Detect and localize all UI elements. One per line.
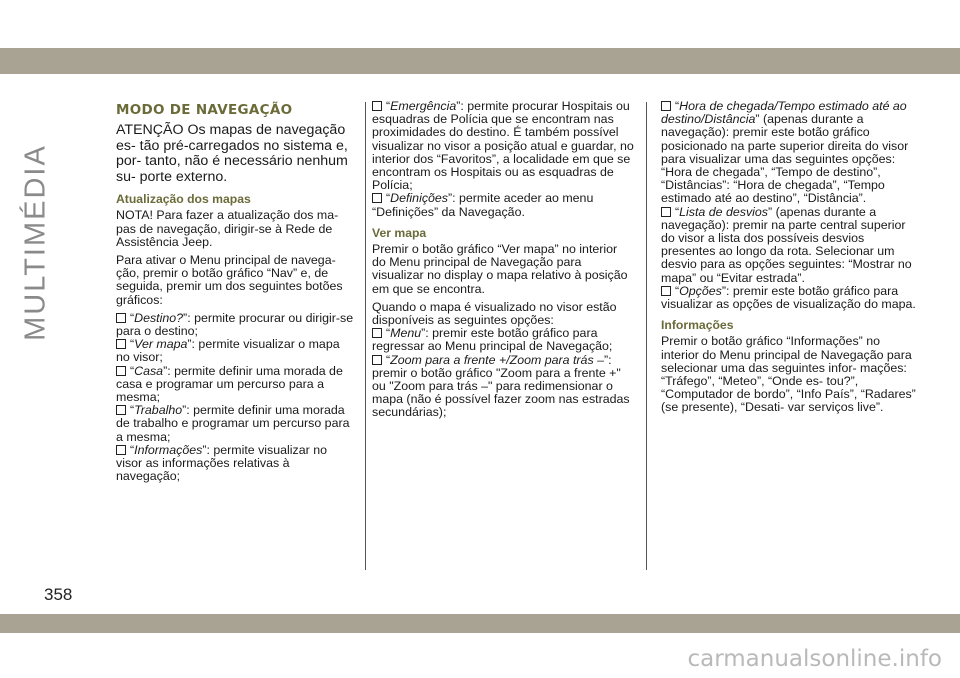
option-name: Ver mapa <box>134 337 188 352</box>
attention-text: ATENÇÃO Os mapas de navegação es- tão pré-carregados no sistema e, por- tanto, não é necessário nenhum su- porte externo. <box>116 122 348 185</box>
option-description: : premir este botão gráfico para regressar ao Menu principal de Navegação; <box>372 326 613 354</box>
option-item: “Emergência”: permite procurar Hospitais ou esquadras de Polícia que se encontram nas proximidades do destino. É também possível visualizar no visor a posição atual e guardar, no interior dos “Favoritos”, a localidade em que se encontram os Hospitais ou as esquadras de Polícia; <box>372 99 634 193</box>
column-divider <box>365 102 366 570</box>
map-options-intro: Quando o mapa é visualizado no visor estão disponíveis as seguintes opções: <box>372 299 617 328</box>
option-name: Menu <box>390 326 422 341</box>
option-description: (apenas durante a navegação): premir este botão gráfico posicionado na parte superior direita do visor para visualizar uma das seguintes opções: “Hora de chegada”, “Tempo de destino”, “Distâncias”: “Hora de chegada”, “Tempo estimado até ao destino”, “Distância”. <box>661 112 909 206</box>
option-item: “Opções”: premir este botão gráfico para visualizar as opções de visualização do mapa. <box>661 283 916 312</box>
option-item: “Ver mapa”: permite visualizar o mapa no visor; <box>116 337 340 365</box>
option-description: : permite definir uma morada de casa e programar um percurso para a mesma; <box>116 363 343 405</box>
checkbox-square-icon <box>661 207 671 217</box>
option-name: Opções <box>679 283 722 298</box>
option-name: Hora de chegada/Tempo estimado até ao destino/Distância <box>661 99 907 127</box>
option-description: : permite aceder ao menu “Definições” da Navegação. <box>372 191 594 219</box>
option-name: Zoom para a frente +/Zoom para trás – <box>390 352 604 367</box>
option-list <box>372 100 634 219</box>
checkbox-square-icon <box>372 355 382 365</box>
option-name: Trabalho <box>134 403 183 418</box>
checkbox-square-icon <box>116 366 126 376</box>
option-item: “Lista de desvios” (apenas durante a navegação): premir na parte central superior do visor a lista dos possíveis desvios presentes ao longo da rota. Selecionar um desvio para as opções seguintes: “Mostrar no mapa” ou “Evitar estrada”. <box>661 204 912 285</box>
option-list <box>116 312 356 484</box>
option-name: Emergência <box>390 99 457 113</box>
checkbox-square-icon <box>372 193 382 203</box>
option-description: : premir o botão gráfico "Zoom para a frente +" ou "Zoom para trás –" para redimensionar o mapa (não é possível fazer zoom nas estradas secundárias); <box>372 352 630 420</box>
page-number: 358 <box>44 585 73 604</box>
column-1 <box>116 100 356 483</box>
option-name: Destino? <box>134 310 184 325</box>
checkbox-square-icon <box>372 328 382 338</box>
section-title: MODO DE NAVEGAÇÃO <box>116 102 293 118</box>
option-name: Lista de desvios <box>679 204 768 219</box>
information-text: Premir o botão gráfico “Informações” no interior do Menu principal de Navegação para selecionar uma das seguintes infor- mações: “Tráfego”, “Meteo”, “Onde es- tou?”, “Computador de bordo”, “Info País”, “Radares” (se presente), “Desati- var serviços live”. <box>661 334 916 415</box>
column-divider <box>646 102 647 570</box>
option-list <box>372 327 634 419</box>
watermark-site: carmanualsonline.info <box>687 646 942 672</box>
intro-text: Para ativar o Menu principal de navega- ção, premir o botão gráfico “Nav” e, de seguida, premir um dos seguintes botões gráficos: <box>116 253 343 307</box>
view-map-text: Premir o botão gráfico “Ver mapa” no interior do Menu principal de Navegação para visualizar no display o mapa relativo à posição em que se encontra. <box>372 242 628 296</box>
section-side-label: MULTIMÉDIA <box>19 144 52 341</box>
checkbox-square-icon <box>372 101 382 111</box>
option-item: “Trabalho”: permite definir uma morada de trabalho e programar um percurso para a mesma; <box>116 403 350 444</box>
column-2 <box>372 100 634 420</box>
option-item: “Definições”: permite aceder ao menu “Definições” da Navegação. <box>372 191 594 219</box>
header-band <box>0 48 960 74</box>
option-item: “Menu”: premir este botão gráfico para regressar ao Menu principal de Navegação; <box>372 326 613 354</box>
option-description: : permite procurar Hospitais ou esquadras de Polícia que se encontram nas proximidades do destino. É também possível visualizar no visor a posição atual e guardar, no interior dos “Favoritos”, a localidade em que se encontram os Hospitais ou as esquadras de Polícia; <box>372 99 634 193</box>
option-description: : premir este botão gráfico para visualizar as opções de visualização do mapa. <box>661 283 916 312</box>
subsection-title-information: Informações <box>661 318 734 333</box>
subsection-title-view-map: Ver mapa <box>372 225 427 240</box>
option-description: : permite definir uma morada de trabalho e programar um percurso para a mesma; <box>116 403 350 444</box>
option-description: (apenas durante a navegação): premir na parte central superior do visor a lista dos possíveis desvios presentes ao longo da rota. Selecionar um desvio para as opções seguintes: “Mostrar no mapa” ou “Evitar estrada”. <box>661 204 912 285</box>
option-description: : permite visualizar no visor as informações relativas à navegação; <box>116 442 327 484</box>
option-item: “Hora de chegada/Tempo estimado até ao destino/Distância” (apenas durante a navegação): premir este botão gráfico posicionado na parte superior direita do visor para visualizar uma das seguintes opções: “Hora de chegada”, “Tempo de destino”, “Distâncias”: “Hora de chegada”, “Tempo estimado até ao destino”, “Distância”. <box>661 99 909 206</box>
option-name: Definições <box>390 191 448 206</box>
option-description: : permite procurar ou dirigir-se para o destino; <box>116 310 354 339</box>
footer-band <box>0 614 960 633</box>
checkbox-square-icon <box>116 313 126 323</box>
option-item: “Informações”: permite visualizar no visor as informações relativas à navegação; <box>116 442 327 484</box>
checkbox-square-icon <box>116 405 126 415</box>
option-list <box>661 100 917 311</box>
checkbox-square-icon <box>116 445 126 455</box>
option-item: “Destino?”: permite procurar ou dirigir-se para o destino; <box>116 310 354 339</box>
option-item: “Casa”: permite definir uma morada de casa e programar um percurso para a mesma; <box>116 363 343 405</box>
option-name: Casa <box>134 363 164 378</box>
column-3 <box>661 100 917 420</box>
note-text: NOTA! Para fazer a atualização dos ma- pas de navegação, dirigir-se à Rede de Assistência Jeep. <box>116 208 339 249</box>
option-item: “Zoom para a frente +/Zoom para trás –”: premir o botão gráfico "Zoom para a frente +" ou "Zoom para trás –" para redimensionar o mapa (não é possível fazer zoom nas estradas secundárias); <box>372 352 630 420</box>
subsection-title-maps-update: Atualização dos mapas <box>116 192 251 207</box>
option-name: Informações <box>134 442 203 457</box>
checkbox-square-icon <box>661 286 671 296</box>
checkbox-square-icon <box>116 339 126 349</box>
checkbox-square-icon <box>661 101 671 111</box>
option-description: : permite visualizar o mapa no visor; <box>116 337 340 365</box>
